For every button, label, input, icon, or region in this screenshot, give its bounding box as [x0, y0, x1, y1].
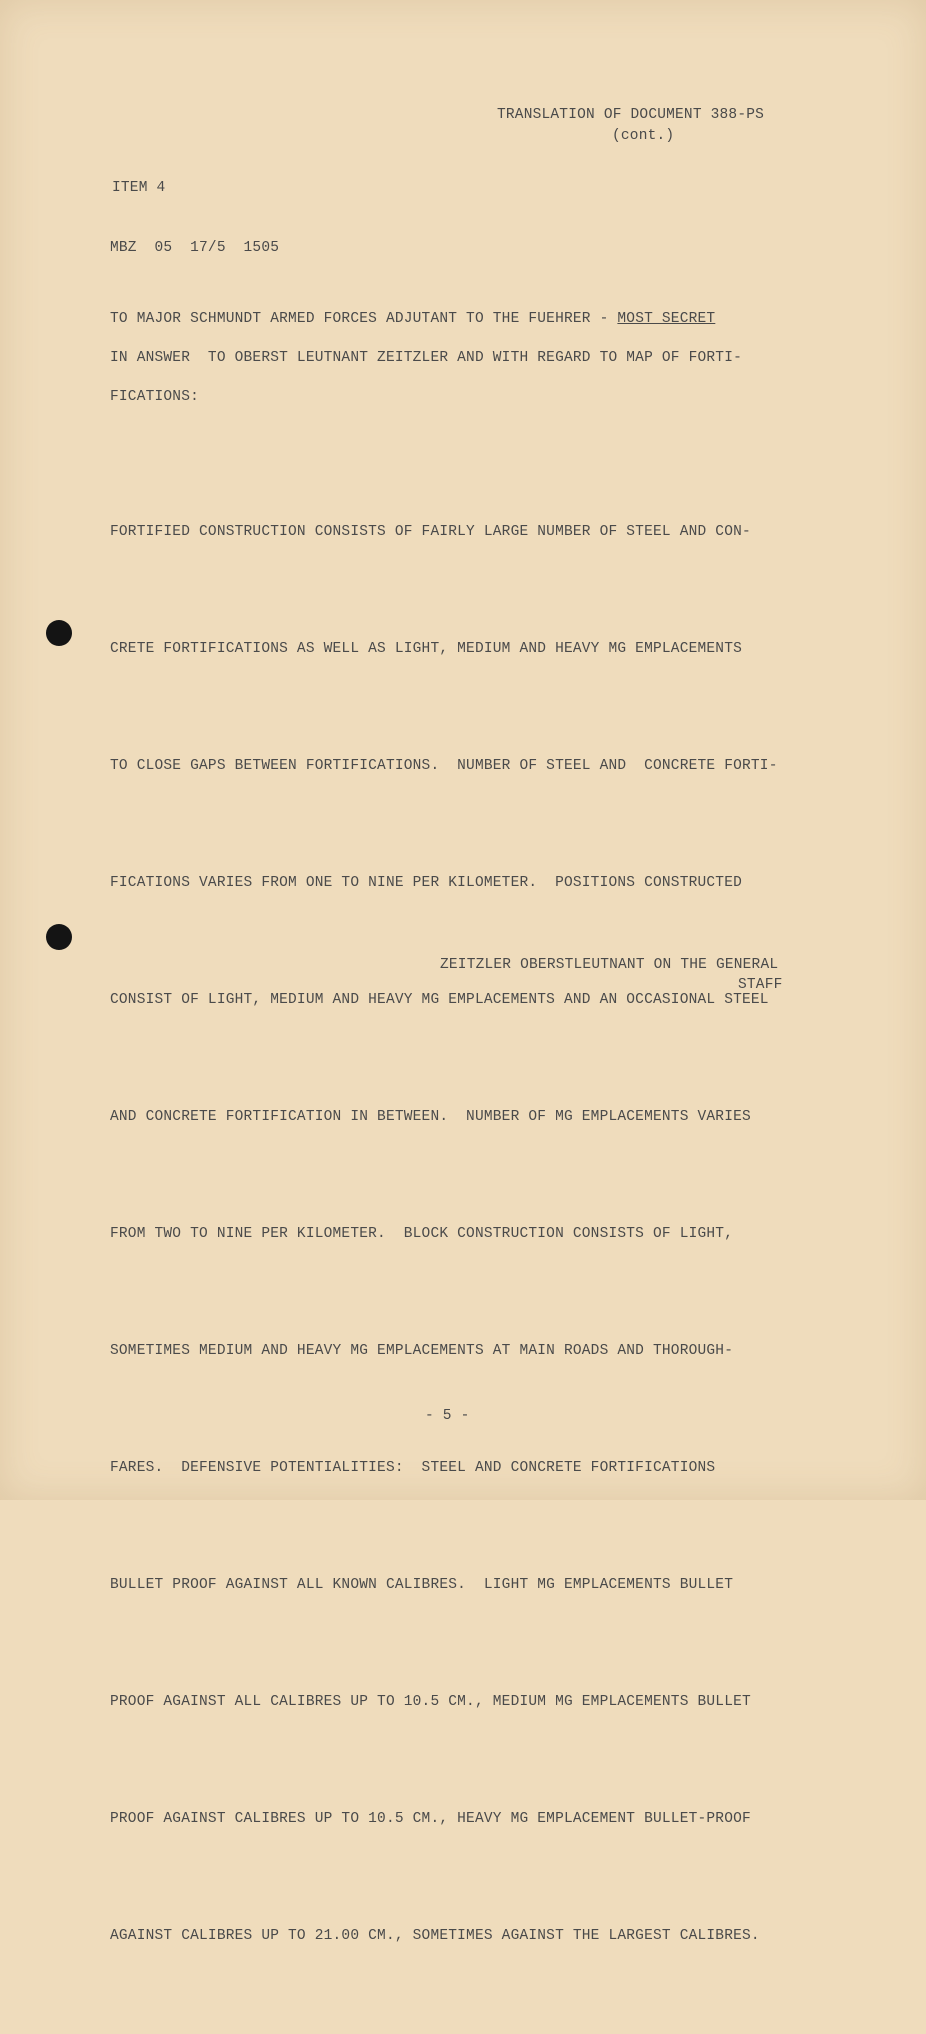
address-line-1: [110, 300, 742, 339]
body-line: FARES. DEFENSIVE POTENTIALITIES: STEEL AND CONCRETE FORTIFICATIONS: [110, 1460, 716, 1476]
body-line: FORTIFIED CONSTRUCTION CONSISTS OF FAIRLY LARGE NUMBER OF STEEL AND CON-: [110, 524, 751, 540]
body-line: SOMETIMES MEDIUM AND HEAVY MG EMPLACEMENTS AT MAIN ROADS AND THOROUGH-: [110, 1343, 734, 1359]
body-line: FICATIONS VARIES FROM ONE TO NINE PER KILOMETER. POSITIONS CONSTRUCTED: [110, 875, 743, 891]
punch-hole: [46, 924, 72, 950]
punch-hole: [46, 620, 72, 646]
signature-line-1: ZEITZLER OBERSTLEUTNANT ON THE GENERAL: [440, 957, 779, 973]
body-line: AND CONCRETE FORTIFICATION IN BETWEEN. NUMBER OF MG EMPLACEMENTS VARIES: [110, 1109, 751, 1125]
classification-most-secret: MOST SECRET: [617, 311, 716, 327]
address-line-3: FICATIONS:: [110, 389, 200, 405]
body-line: CONSIST OF LIGHT, MEDIUM AND HEAVY MG EMPLACEMENTS AND AN OCCASIONAL STEEL: [110, 992, 769, 1008]
header-cont: (cont.): [612, 128, 675, 144]
item-number: ITEM 4: [112, 180, 166, 196]
page-number: - 5 -: [425, 1408, 470, 1424]
body-line: CRETE FORTIFICATIONS AS WELL AS LIGHT, MEDIUM AND HEAVY MG EMPLACEMENTS: [110, 641, 743, 657]
address-line-2: IN ANSWER TO OBERST LEUTNANT ZEITZLER AND WITH REGARD TO MAP OF FORTI-: [110, 350, 743, 366]
body-paragraph: [110, 435, 778, 2034]
document-header: [497, 105, 764, 147]
message-reference: MBZ 05 17/5 1505: [110, 240, 280, 256]
body-line: PROOF AGAINST ALL CALIBRES UP TO 10.5 CM., MEDIUM MG EMPLACEMENTS BULLET: [110, 1694, 751, 1710]
address-block: [110, 300, 742, 417]
body-line: TO CLOSE GAPS BETWEEN FORTIFICATIONS. NUMBER OF STEEL AND CONCRETE FORTI-: [110, 758, 778, 774]
address-line-1-text: TO MAJOR SCHMUNDT ARMED FORCES ADJUTANT TO THE FUEHRER -: [110, 311, 618, 327]
body-line: AGAINST CALIBRES UP TO 21.00 CM., SOMETIMES AGAINST THE LARGEST CALIBRES.: [110, 1928, 760, 1944]
body-line: PROOF AGAINST CALIBRES UP TO 10.5 CM., HEAVY MG EMPLACEMENT BULLET-PROOF: [110, 1811, 751, 1827]
signature-line-2: STAFF: [738, 977, 783, 993]
body-line: FROM TWO TO NINE PER KILOMETER. BLOCK CONSTRUCTION CONSISTS OF LIGHT,: [110, 1226, 734, 1242]
signature-block: [440, 955, 783, 995]
header-title: TRANSLATION OF DOCUMENT 388-PS: [497, 107, 765, 123]
body-line: BULLET PROOF AGAINST ALL KNOWN CALIBRES. LIGHT MG EMPLACEMENTS BULLET: [110, 1577, 734, 1593]
